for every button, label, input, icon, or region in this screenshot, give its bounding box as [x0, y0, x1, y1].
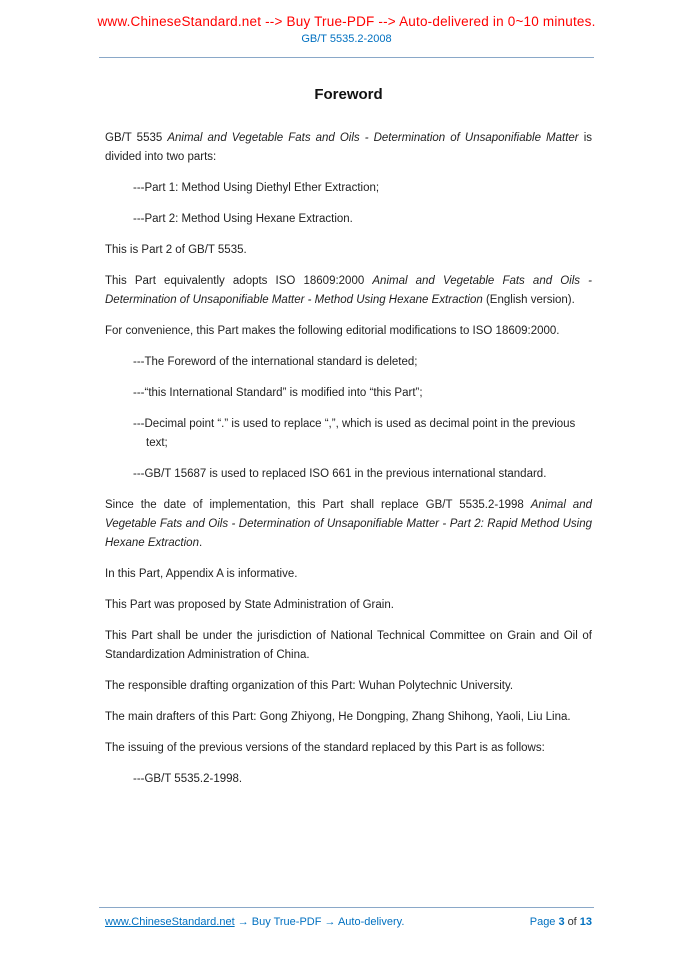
paragraph	[105, 465, 592, 484]
paragraph	[105, 708, 592, 727]
text-run: The issuing of the previous versions of the standard replaced by this Part is as follows:	[105, 742, 545, 754]
footer-left	[105, 916, 404, 928]
paragraph	[105, 677, 592, 696]
text-run: .	[198, 537, 203, 549]
text-run: The responsible drafting organization of this Part: Wuhan Polytechnic University.	[105, 680, 514, 692]
paragraph	[105, 415, 592, 453]
text-run: GB/T 5535	[105, 132, 168, 144]
paragraph	[105, 353, 592, 372]
text-run: ---Part 2: Method Using Hexane Extraction.	[133, 213, 353, 225]
text-run-italic: Animal and Vegetable Fats and Oils - Determination of Unsaponifiable Matter - Method Using Hexane Extraction	[105, 275, 592, 306]
page-total: 13	[579, 916, 592, 928]
standard-number: GB/T 5535.2-2008	[301, 33, 392, 45]
text-run: This is Part 2 of GB/T 5535.	[105, 244, 247, 256]
paragraph	[105, 272, 592, 310]
paragraph	[105, 565, 592, 584]
text-run: ---GB/T 5535.2-1998.	[133, 773, 243, 785]
text-run: ---Decimal point “.” is used to replace “,”, which is used as decimal point in the previous text;	[133, 418, 576, 449]
text-run-italic: Animal and Vegetable Fats and Oils - Determination of Unsaponifiable Matter - Part 2: Rapid Method Using Hexane Extraction	[105, 499, 592, 549]
paragraph	[105, 129, 592, 167]
text-run: ---“this International Standard” is modified into “this Part”;	[133, 387, 423, 399]
paragraph	[105, 596, 592, 615]
text-run: ---The Foreword of the international standard is deleted;	[133, 356, 418, 368]
page-title: Foreword	[314, 86, 383, 103]
text-run: This Part was proposed by State Administration of Grain.	[105, 599, 394, 611]
paragraph	[105, 627, 592, 665]
paragraph	[105, 739, 592, 758]
paragraph	[105, 179, 592, 198]
page-of-label: of	[567, 916, 577, 928]
text-run: Since the date of implementation, this Part shall replace GB/T 5535.2-1998	[105, 499, 531, 511]
text-run-italic: Animal and Vegetable Fats and Oils - Determination of Unsaponifiable Matter	[167, 132, 579, 144]
paragraph	[105, 322, 592, 341]
footer-tagline: → Buy True-PDF → Auto-delivery.	[234, 916, 405, 928]
text-run: The main drafters of this Part: Gong Zhiyong, He Dongping, Zhang Shihong, Yaoli, Liu Lina.	[105, 711, 571, 723]
footer-site-link[interactable]: www.ChineseStandard.net	[105, 916, 235, 928]
text-run: This Part shall be under the jurisdiction of National Technical Committee on Grain and Oil of Standardization Administration of China.	[105, 630, 592, 661]
document-body	[105, 129, 592, 789]
page-current: 3	[558, 916, 565, 928]
document-content	[105, 86, 592, 801]
text-run: ---Part 1: Method Using Diethyl Ether Extraction;	[133, 182, 380, 194]
page-footer	[105, 916, 592, 928]
paragraph	[105, 496, 592, 553]
footer-rule	[99, 907, 594, 908]
page-label: Page	[529, 916, 556, 928]
paragraph	[105, 241, 592, 260]
text-run: For convenience, this Part makes the following editorial modifications to ISO 18609:2000.	[105, 325, 560, 337]
page-indicator	[527, 916, 592, 928]
text-run: This Part equivalently adopts ISO 18609:2000	[105, 275, 373, 287]
paragraph	[105, 210, 592, 229]
header-rule	[99, 57, 594, 58]
text-run: In this Part, Appendix A is informative.	[105, 568, 298, 580]
promo-banner: www.ChineseStandard.net --> Buy True-PDF --> Auto-delivered in 0~10 minutes.	[97, 14, 596, 29]
paragraph	[105, 384, 592, 403]
paragraph	[105, 770, 592, 789]
text-run: ---GB/T 15687 is used to replaced ISO 661 in the previous international standard.	[133, 468, 547, 480]
text-run: is divided into two parts:	[105, 132, 593, 163]
text-run: (English version).	[482, 294, 575, 306]
